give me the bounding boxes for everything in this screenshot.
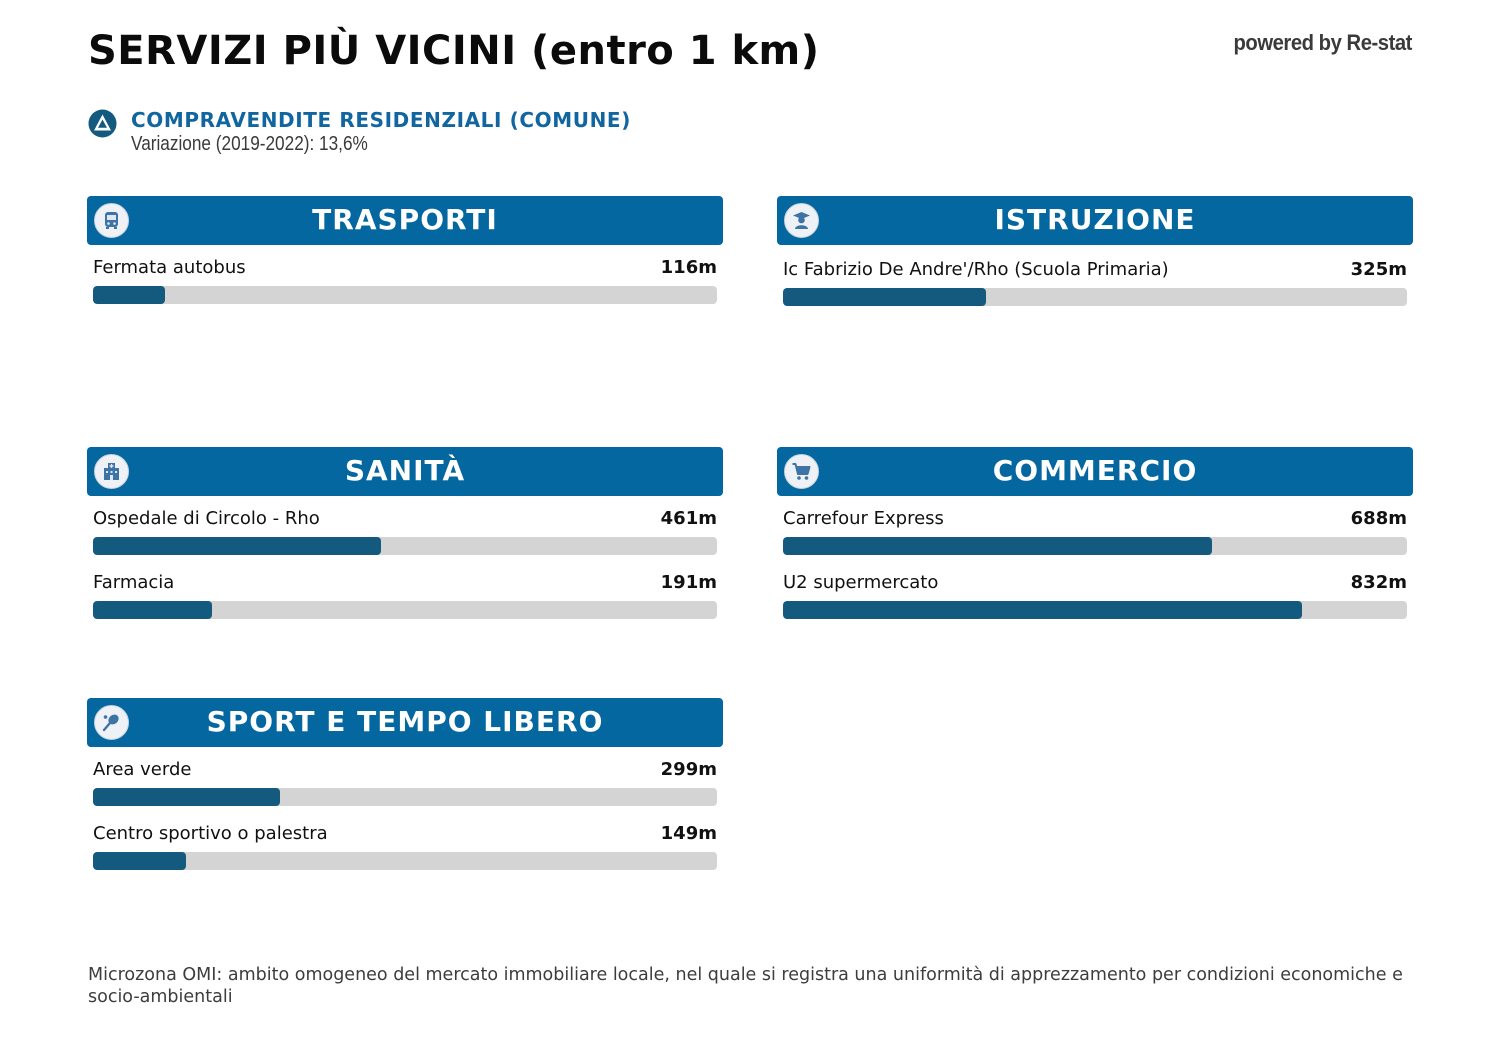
distance-bar-track <box>783 288 1407 306</box>
service-distance: 325m <box>1350 259 1407 280</box>
distance-bar-fill <box>93 852 186 870</box>
service-distance: 461m <box>660 508 717 529</box>
panel-title: TRASPORTI <box>312 203 498 236</box>
distance-bar-track <box>93 788 717 806</box>
page-title: SERVIZI PIÙ VICINI (entro 1 km) <box>88 28 820 74</box>
service-distance: 299m <box>660 759 717 780</box>
panel-trasporti <box>87 196 723 309</box>
service-name: Area verde <box>93 759 192 780</box>
panel-title: COMMERCIO <box>992 454 1198 487</box>
panel-sport <box>87 698 723 875</box>
panel-header <box>777 447 1413 496</box>
service-row <box>93 747 717 811</box>
service-name: Fermata autobus <box>93 257 246 278</box>
service-name: Carrefour Express <box>783 508 944 529</box>
service-distance: 832m <box>1350 572 1407 593</box>
trend-title: COMPRAVENDITE RESIDENZIALI (COMUNE) <box>131 108 631 132</box>
service-distance: 688m <box>1350 508 1407 529</box>
distance-bar-track <box>93 537 717 555</box>
service-name: Centro sportivo o palestra <box>93 823 328 844</box>
panel-header <box>87 698 723 747</box>
distance-bar-track <box>783 537 1407 555</box>
distance-bar-fill <box>93 601 212 619</box>
powered-by-logo[interactable]: powered by Re-stat <box>1233 30 1412 55</box>
distance-bar-track <box>93 601 717 619</box>
trend-subtitle: Variazione (2019-2022): 13,6% <box>131 133 368 155</box>
service-row <box>93 496 717 560</box>
panel-sanita <box>87 447 723 624</box>
service-row <box>783 247 1407 311</box>
panel-title: ISTRUZIONE <box>994 203 1196 236</box>
distance-bar-track <box>93 286 717 304</box>
footnote: Microzona OMI: ambito omogeneo del mercato immobiliare locale, nel quale si registra una uniformità di apprezzamento per condizioni economiche e socio-ambientali <box>88 965 1403 1007</box>
service-name: Ic Fabrizio De Andre'/Rho (Scuola Primaria) <box>783 259 1169 280</box>
distance-bar-fill <box>783 601 1302 619</box>
distance-bar-fill <box>783 288 986 306</box>
service-name: Ospedale di Circolo - Rho <box>93 508 320 529</box>
panel-istruzione <box>777 196 1413 311</box>
distance-bar-track <box>93 852 717 870</box>
service-row <box>93 811 717 875</box>
panel-title: SANITÀ <box>344 454 466 487</box>
panel-commercio <box>777 447 1413 624</box>
panel-title: SPORT E TEMPO LIBERO <box>206 705 604 738</box>
distance-bar-track <box>783 601 1407 619</box>
distance-bar-fill <box>783 537 1212 555</box>
service-row <box>783 496 1407 560</box>
panel-header <box>87 196 723 245</box>
panel-header <box>87 447 723 496</box>
service-row <box>93 245 717 309</box>
distance-bar-fill <box>93 286 165 304</box>
service-distance: 116m <box>660 257 717 278</box>
triangle-up-icon <box>88 109 117 138</box>
service-row <box>783 560 1407 624</box>
service-distance: 191m <box>660 572 717 593</box>
distance-bar-fill <box>93 537 381 555</box>
service-name: U2 supermercato <box>783 572 939 593</box>
panel-header <box>777 196 1413 245</box>
service-distance: 149m <box>660 823 717 844</box>
distance-bar-fill <box>93 788 280 806</box>
service-name: Farmacia <box>93 572 175 593</box>
service-row <box>93 560 717 624</box>
